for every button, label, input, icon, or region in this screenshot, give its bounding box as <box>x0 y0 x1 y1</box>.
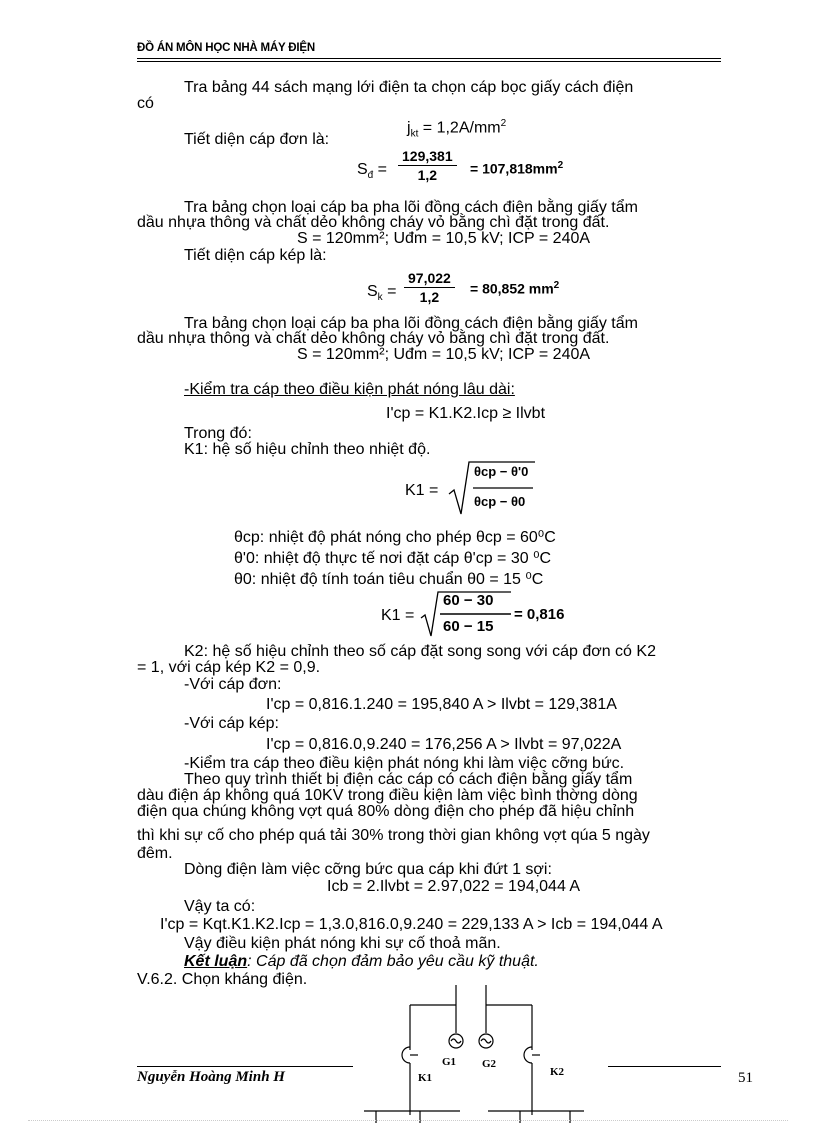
conclusion-label: Kết luận <box>184 953 248 970</box>
reactor-diagram <box>360 985 610 1123</box>
sd-numerator: 129,381 <box>398 148 457 166</box>
footer-rule-left <box>137 1066 353 1067</box>
header-rule-2 <box>137 61 721 62</box>
k1-description: K1: hệ số hiệu chỉnh theo nhiệt độ. <box>184 441 431 458</box>
double-cable-title: Tiết diện cáp kép là: <box>184 247 327 264</box>
rule-line-4: thì khi sự cố cho phép quá tải 30% trong thời gian không vợt qúa 5 ngày <box>137 827 650 844</box>
sk-result: = 80,852 $mm^2$ <box>470 280 560 297</box>
sk-lhs: $S_k$ = <box>367 283 397 304</box>
label-g2: G2 <box>482 1058 497 1070</box>
label-g1: G1 <box>442 1056 457 1068</box>
check-heading-1: -Kiểm tra cáp theo điều kiện phát nóng lâu dài: <box>184 381 515 398</box>
table-note-1a: Tra bảng chọn loại cáp ba pha lõi đồng cách điện bằng giấy tẩm <box>184 199 638 216</box>
theta-cp: θcp: nhiệt độ phát nóng cho phép θcp = 60⁰C <box>234 529 556 546</box>
sd-lhs: $S_đ$ = <box>357 161 388 182</box>
sd-result: = $107,818mm^2$ <box>470 160 564 177</box>
sd-denominator: 1,2 <box>417 167 438 183</box>
single-cable-label: -Với cáp đơn: <box>184 676 282 693</box>
theta-0: θ0: nhiệt độ tính toán tiêu chuẩn θ0 = 15 ⁰C <box>234 571 544 588</box>
table-note-1b: dầu nhựa thông và chất dẻo không cháy vỏ bằng chì đặt trong đất. <box>137 214 610 231</box>
single-cable-title: Tiết diện cáp đơn là: <box>184 131 330 148</box>
document-header: ĐỒ ÁN MÔN HỌC NHÀ MÁY ĐIỆN <box>137 42 315 54</box>
check-heading-2: -Kiểm tra cáp theo điều kiện phát nóng khi làm việc cỡng bức. <box>184 755 625 772</box>
k2-line-b: = 1, với cáp kép K2 = 0,9. <box>137 659 321 676</box>
conclusion-text: : Cáp đã chọn đảm bảo yêu cầu kỹ thuật. <box>247 953 539 970</box>
double-cable-label: -Với cáp kép: <box>184 715 279 732</box>
double-cable-calc: I'cp = 0,816.0,9.240 = 176,256 A > Ilvbt = 97,022A <box>266 736 622 753</box>
label-k1: K1 <box>418 1072 433 1084</box>
rule-line-5: đêm. <box>137 845 173 862</box>
table-note-2b: dầu nhựa thông và chất dẻo không cháy vỏ bằng chì đặt trong đất. <box>137 330 610 347</box>
page-number: 51 <box>738 1070 753 1086</box>
final-calc: I'cp = Kqt.K1.K2.Icp = 1,3.0,816.0,9.240 = 229,133 A > Icb = 194,044 A <box>160 916 663 933</box>
footer-author: Nguyễn Hoàng Minh H <box>137 1069 285 1085</box>
sd-fraction <box>398 148 457 183</box>
paragraph-1: Tra bảng 44 sách mạng lới điện ta chọn cáp bọc giấy cách điện <box>184 79 634 96</box>
jkt-formula: $j_{kt} = 1,2A/mm^2$ <box>407 118 507 140</box>
footer-rule-right <box>608 1066 721 1067</box>
sk-fraction <box>404 270 455 305</box>
table-note-2a: Tra bảng chọn loại cáp ba pha lõi đồng cách điện bằng giấy tẩm <box>184 315 638 332</box>
rule-line-3: điện qua chúng không vợt quá 80% dòng điện cho phép đã hiệu chỉnh <box>137 803 635 820</box>
k1-lhs: K1 = <box>405 482 439 499</box>
rule-line-2: dàu điện áp không quá 10KV trong điều kiện làm việc bình thờng dòng <box>137 787 638 804</box>
sk-denominator: 1,2 <box>419 289 440 305</box>
k2-line-a: K2: hệ số hiệu chỉnh theo số cáp đặt song song với cáp đơn có K2 <box>184 643 656 660</box>
k1-numerator: θcp − θ'0 <box>474 464 529 479</box>
vay-label: Vậy ta có: <box>184 898 256 915</box>
spec-line-1: S = 120mm²; Uđm = 10,5 kV; ICP = 240A <box>297 230 591 247</box>
sk-numerator: 97,022 <box>404 270 455 288</box>
conclusion-condition: Vậy điều kiện phát nóng khi sự cố thoả mãn. <box>184 935 501 952</box>
conclusion <box>184 954 539 970</box>
k1-value-result: = 0,816 <box>514 606 565 623</box>
section-heading: V.6.2. Chọn kháng điện. <box>137 971 308 988</box>
single-cable-calc: I'cp = 0,816.1.240 = 195,840 A > Ilvbt = 129,381A <box>266 696 617 713</box>
rule-line-1: Theo quy trình thiết bị điện các cáp có cách điện bằng giấy tẩm <box>184 771 633 788</box>
condition-1: I'cp = K1.K2.Icp ≥ Ilvbt <box>386 405 546 422</box>
label-k2: K2 <box>550 1066 565 1078</box>
k1-value-lhs: K1 = <box>381 607 415 624</box>
theta-0-prime: θ'0: nhiệt độ thực tế nơi đặt cáp θ'cp = 30 ⁰C <box>234 550 552 567</box>
k1-value-numerator: 60 − 30 <box>443 592 494 609</box>
header-rule <box>137 58 721 59</box>
paragraph-1-cont: có <box>137 95 154 112</box>
page-edge <box>28 1120 788 1121</box>
spec-line-2: S = 120mm²; Uđm = 10,5 kV; ICP = 240A <box>297 346 591 363</box>
forced-current-text: Dòng điện làm việc cỡng bức qua cáp khi đứt 1 sợi: <box>184 861 552 878</box>
k1-value-denominator: 60 − 15 <box>443 618 494 635</box>
trong-do: Trong đó: <box>184 425 252 442</box>
icb-formula: Icb = 2.Ilvbt = 2.97,022 = 194,044 A <box>327 878 581 895</box>
k1-denominator: θcp − θ0 <box>474 494 526 509</box>
